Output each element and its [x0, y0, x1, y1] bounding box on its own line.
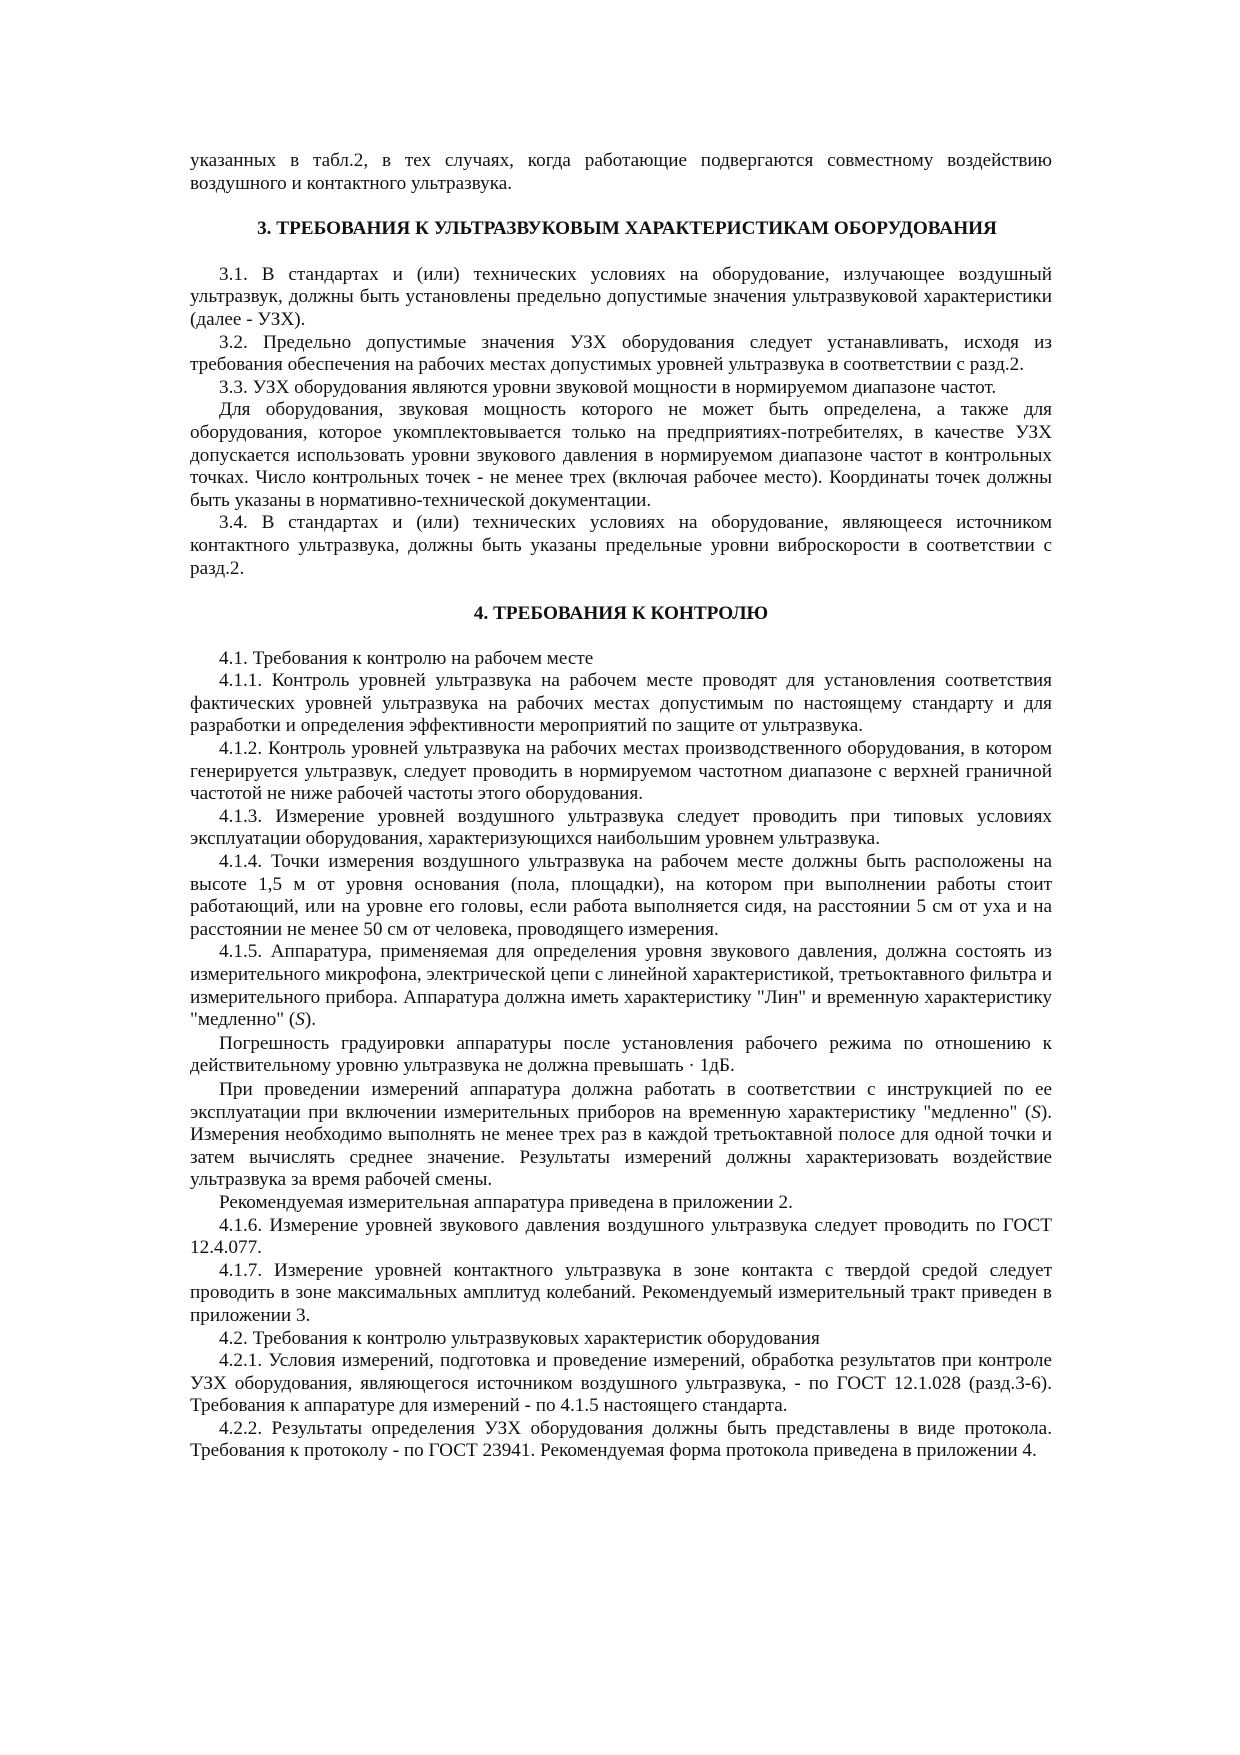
paragraph-4-1-1: 4.1.1. Контроль уровней ультразвука на рабочем месте проводят для установления соответствия фактических уровней ультразвука на рабочих местах допустимым по настоящему стандарту и для разработки и определения эффективности мероприятий по защите от ультразвука. [190, 670, 1052, 737]
paragraph-recommend: Рекомендуемая измерительная аппаратура приведена в приложении 2. [219, 1191, 793, 1213]
paragraph-4-1-3: 4.1.3. Измерение уровней воздушного ультразвука следует проводить при типовых условиях эксплуатации оборудования, характеризующихся наибольшим уровнем ультразвука. [190, 805, 1052, 850]
paragraph-4-2-2: 4.2.2. Результаты определения УЗХ оборудования должны быть представлены в виде протокола. Требования к протоколу - по ГОСТ 23941. Рекомендуемая форма протокола приведена в приложении 4. [190, 1417, 1052, 1462]
paragraph-4-1-5-text: 4.1.5. Аппаратура, применяемая для определения уровня звукового давления, должна состоять из измерительного микрофона, электрической цепи с линейной характеристикой, третьоктавного фильтра и измерительного прибора. Аппаратура должна иметь характеристику "Лин" и временную характеристику "медленно" ( [190, 941, 1052, 1031]
paragraph-4-1-5-tail: ). [304, 1009, 317, 1031]
paragraph-measurement [190, 1079, 1052, 1192]
paragraph-4-1-5-symbol: S [295, 1009, 305, 1031]
paragraph-measurement-symbol: S [1031, 1101, 1041, 1123]
paragraph-4-1: 4.1. Требования к контролю на рабочем месте [219, 647, 594, 669]
paragraph-3-2: 3.2. Предельно допустимые значения УЗХ оборудования следует устанавливать, исходя из требования обеспечения на рабочих местах допустимых уровней ультразвука в соответствии с разд.2. [190, 331, 1052, 376]
paragraph-3-4: 3.4. В стандартах и (или) технических условиях на оборудование, являющееся источником контактного ультразвука, должны быть указаны предельные уровни виброскорости в соответствии с разд.2. [190, 512, 1052, 579]
paragraph-4-1-7: 4.1.7. Измерение уровней контактного ультразвука в зоне контакта с твердой средой следует проводить в зоне максимальных амплитуд колебаний. Рекомендуемый измерительный тракт приведен в приложении 3. [190, 1259, 1052, 1326]
paragraph-measurement-text: При проведении измерений аппаратура должна работать в соответствии с инструкцией по ее эксплуатации при включении измерительных приборов на временную характеристику "медленно" ( [190, 1078, 1052, 1123]
paragraph-3-3: 3.3. УЗХ оборудования являются уровни звуковой мощности в нормируемом диапазоне частот. [219, 376, 997, 398]
paragraph-4-2-1: 4.2.1. Условия измерений, подготовка и проведение измерений, обработка результатов при контроле УЗХ оборудования, являющегося источником воздушного ультразвука, - по ГОСТ 12.1.028 (разд.3-6). Требования к аппаратуре для измерений - по 4.1.5 настоящего стандарта. [190, 1350, 1052, 1417]
paragraph-4-1-6: 4.1.6. Измерение уровней звукового давления воздушного ультразвука следует проводить по ГОСТ 12.4.077. [190, 1214, 1052, 1259]
paragraph-4-1-2: 4.1.2. Контроль уровней ультразвука на рабочих местах производственного оборудования, в котором генерируется ультразвук, следует проводить в нормируемом частотном диапазоне с верхней граничной частотой не ниже рабочей частоты этого оборудования. [190, 738, 1052, 805]
paragraph-4-1-5 [190, 941, 1052, 1031]
paragraph-4-2: 4.2. Требования к контролю ультразвуковых характеристик оборудования [219, 1327, 820, 1349]
document-page [190, 150, 1052, 1463]
intro-paragraph: указанных в табл.2, в тех случаях, когда работающие подвергаются совместному воздействию воздушного и контактного ультразвука. [190, 150, 1052, 194]
paragraph-3-3-note: Для оборудования, звуковая мощность которого не может быть определена, а также для оборудования, которое укомплектовывается только на предприятиях-потребителях, в качестве УЗХ допускается использовать уровни звукового давления в нормируемом диапазоне частот в контрольных точках. Число контрольных точек - не менее трех (включая рабочее место). Координаты точек должны быть указаны в нормативно-технической документации. [190, 399, 1052, 511]
paragraph-3-1: 3.1. В стандартах и (или) технических условиях на оборудование, излучающее воздушный ультразвук, должны быть установлены предельно допустимые значения ультразвуковой характеристики (далее - УЗХ). [190, 263, 1052, 330]
paragraph-error: Погрешность градуировки аппаратуры после установления рабочего режима по отношению к действительному уровню ультразвука не должна превышать · 1дБ. [190, 1032, 1052, 1077]
paragraph-measurement-tail: ). Измерения необходимо выполнять не менее трех раз в каждой третьоктавной полосе для одной точки и затем вычислять среднее значение. Результаты измерений должны характеризовать воздействие ультразвука за время рабочей смены. [190, 1101, 1052, 1191]
section-4-heading: 4. ТРЕБОВАНИЯ К КОНТРОЛЮ [473, 603, 769, 625]
section-3-heading: 3. ТРЕБОВАНИЯ К УЛЬТРАЗВУКОВЫМ ХАРАКТЕРИСТИКАМ ОБОРУДОВАНИЯ [257, 218, 997, 240]
paragraph-4-1-4: 4.1.4. Точки измерения воздушного ультразвука на рабочем месте должны быть расположены на высоте 1,5 м от уровня основания (пола, площадки), на котором при выполнении работы стоит работающий, или на уровне его головы, если работа выполняется сидя, на расстоянии 5 см от уха и на расстоянии не менее 50 см от человека, проводящего измерения. [190, 851, 1052, 940]
